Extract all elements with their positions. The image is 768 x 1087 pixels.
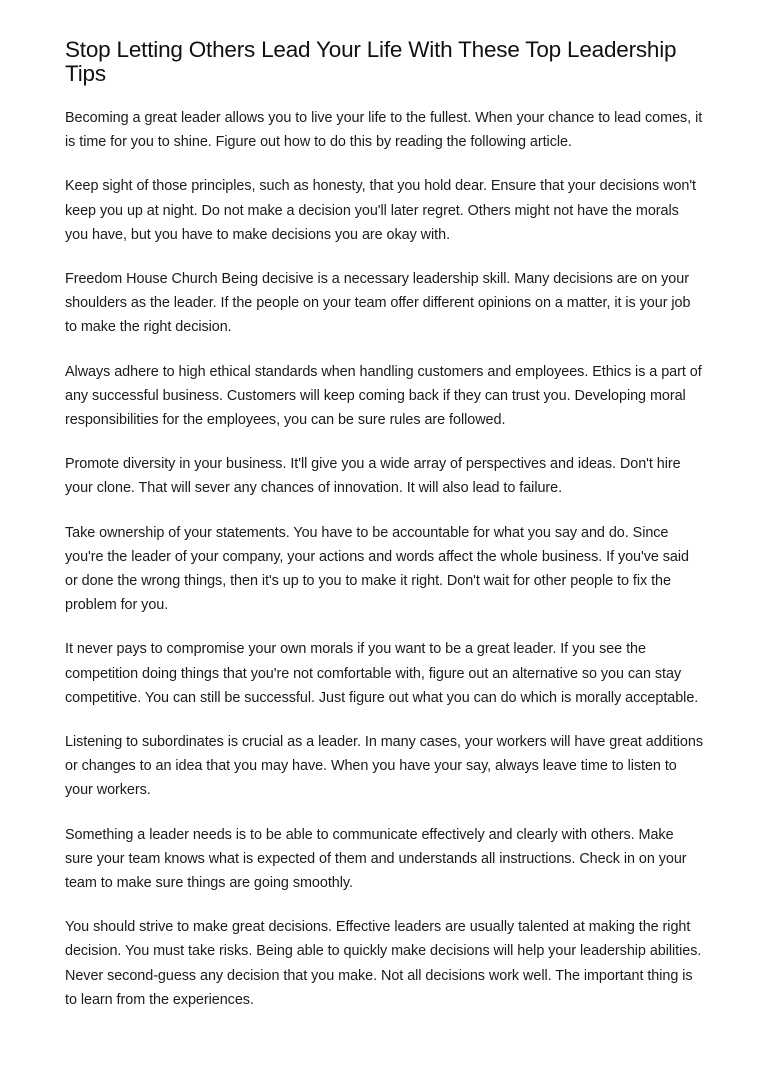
paragraph-ownership: Take ownership of your statements. You have to be accountable for what you say and do. Since you're the leader of your company, your actions and words affect the whole business. If you've said or done the wrong things, then it's up to you to make it right. Don't wait for other people to fix the problem for you. xyxy=(65,524,689,614)
paragraph-decisive: Freedom House Church Being decisive is a necessary leadership skill. Many decisions are on your shoulders as the leader. If the people on your team offer different opinions on a matter, it is your job to make the right decision. xyxy=(65,271,691,336)
paragraph-diversity: Promote diversity in your business. It'll give you a wide array of perspectives and ideas. Don't hire your clone. That will sever any chances of innovation. It will also lead to failure. xyxy=(65,456,681,497)
paragraph-intro: Becoming a great leader allows you to live your life to the fullest. When your chance to lead comes, it is time for you to shine. Figure out how to do this by reading the following article. xyxy=(65,110,703,151)
paragraph-ethics: Always adhere to high ethical standards when handling customers and employees. Ethics is a part of any successful business. Customers will keep coming back if they can trust you. Developing moral responsibilities for the employees, you can be sure rules are followed. xyxy=(65,363,702,429)
document-title: Stop Letting Others Lead Your Life With These Top Leadership Tips xyxy=(65,37,677,86)
paragraph-communication: Something a leader needs is to be able to communicate effectively and clearly with others. Make sure your team knows what is expected of them and understands all instructions. Check in on your team to make sure things are going smoothly. xyxy=(65,826,687,892)
paragraph-decisions: You should strive to make great decisions. Effective leaders are usually talented at making the right decision. You must take risks. Being able to quickly make decisions will help your leadership abilities. Never second-guess any decision that you make. Not all decisions work well. The important thing is to learn from the experiences. xyxy=(65,919,702,1008)
paragraph-principles: Keep sight of those principles, such as honesty, that you hold dear. Ensure that your decisions won't keep you up at night. Do not make a decision you'll later regret. Others might not have the morals you have, but you have to make decisions you are okay with. xyxy=(65,178,696,243)
paragraph-listening: Listening to subordinates is crucial as a leader. In many cases, your workers will have great additions or changes to an idea that you may have. When you have your say, always leave time to listen to your workers. xyxy=(65,734,703,799)
paragraph-morals: It never pays to compromise your own morals if you want to be a great leader. If you see the competition doing things that you're not comfortable with, figure out an alternative so you can stay competitive. You can still be successful. Just figure out what you can do which is morally acceptable. xyxy=(65,641,699,706)
